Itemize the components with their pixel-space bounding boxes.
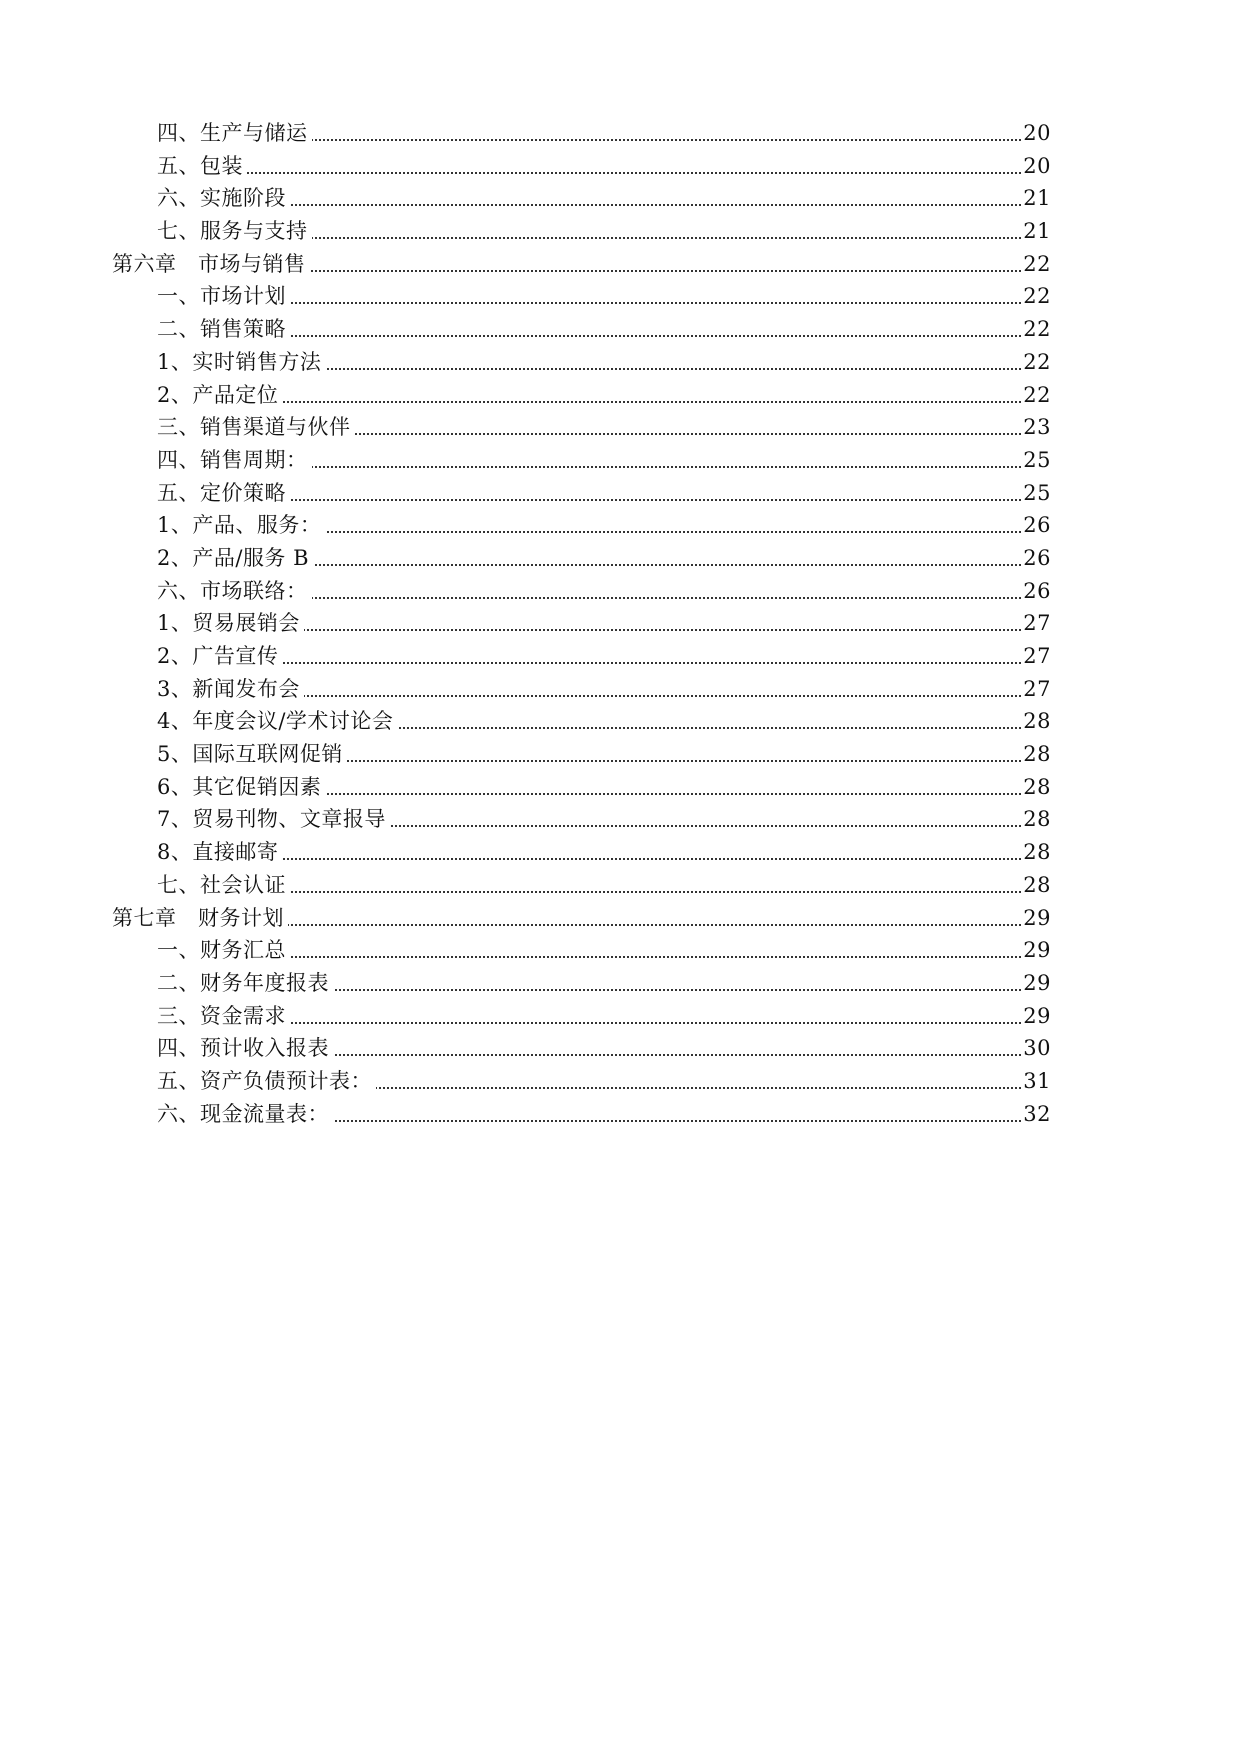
- toc-page-number: 28: [1021, 803, 1051, 836]
- toc-page-number: 22: [1021, 280, 1051, 313]
- toc-section-entry[interactable]: [0, 1098, 1241, 1131]
- toc-section-entry[interactable]: [0, 967, 1241, 1000]
- toc-entry-title: 五、包装: [157, 150, 247, 183]
- toc-dot-leader: [160, 172, 1041, 174]
- toc-page-number: 29: [1021, 902, 1051, 935]
- toc-section-entry[interactable]: [0, 1032, 1241, 1065]
- toc-dot-leader: [160, 956, 1041, 958]
- toc-entry-title: 六、现金流量表：: [157, 1098, 333, 1131]
- toc-section-entry[interactable]: [0, 411, 1241, 444]
- toc-entry-title: 五、定价策略: [157, 477, 290, 510]
- toc-page-number: 31: [1021, 1065, 1051, 1098]
- toc-page-number: 20: [1021, 117, 1051, 150]
- toc-page-number: 27: [1021, 607, 1051, 640]
- toc-section-entry[interactable]: [0, 542, 1241, 575]
- toc-section-entry[interactable]: [0, 575, 1241, 608]
- toc-entry-title: 2、广告宣传: [157, 640, 282, 673]
- toc-page-number: 26: [1021, 509, 1051, 542]
- toc-page-number: 22: [1021, 248, 1051, 281]
- toc-dot-leader: [160, 1022, 1041, 1024]
- toc-section-entry[interactable]: [0, 673, 1241, 706]
- toc-page-number: 21: [1021, 182, 1051, 215]
- toc-entry-title: 四、预计收入报表: [157, 1032, 333, 1065]
- toc-entry-title: 5、国际互联网促销: [157, 738, 347, 771]
- toc-section-entry[interactable]: [0, 215, 1241, 248]
- toc-page-number: 29: [1021, 1000, 1051, 1033]
- toc-section-entry[interactable]: [0, 803, 1241, 836]
- toc-page-number: 30: [1021, 1032, 1051, 1065]
- toc-page-number: 26: [1021, 542, 1051, 575]
- toc-page-number: 21: [1021, 215, 1051, 248]
- toc-dot-leader: [160, 662, 1041, 664]
- toc-entry-title: 1、贸易展销会: [157, 607, 304, 640]
- toc-page-number: 28: [1021, 869, 1051, 902]
- toc-page-number: 27: [1021, 640, 1051, 673]
- toc-page-number: 22: [1021, 313, 1051, 346]
- toc-dot-leader: [160, 891, 1041, 893]
- toc-section-entry[interactable]: [0, 313, 1241, 346]
- toc-section-entry[interactable]: [0, 150, 1241, 183]
- toc-page-number: 25: [1021, 444, 1051, 477]
- toc-entry-title: 二、财务年度报表: [157, 967, 333, 1000]
- toc-entry-title: 3、新闻发布会: [157, 673, 304, 706]
- toc-section-entry[interactable]: [0, 280, 1241, 313]
- toc-entry-title: 第七章 财务计划: [112, 902, 288, 935]
- toc-entry-title: 2、产品定位: [157, 379, 282, 412]
- toc-entry-title: 8、直接邮寄: [157, 836, 282, 869]
- table-of-contents: [0, 117, 1241, 1130]
- toc-entry-title: 4、年度会议/学术讨论会: [157, 705, 397, 738]
- toc-section-entry[interactable]: [0, 836, 1241, 869]
- toc-dot-leader: [160, 499, 1041, 501]
- toc-section-entry[interactable]: [0, 934, 1241, 967]
- toc-entry-title: 2、产品/服务 B: [157, 542, 313, 575]
- toc-page-number: 29: [1021, 934, 1051, 967]
- toc-section-entry[interactable]: [0, 607, 1241, 640]
- toc-page-number: 28: [1021, 705, 1051, 738]
- toc-entry-title: 1、产品、服务：: [157, 509, 325, 542]
- toc-page-number: 32: [1021, 1098, 1051, 1131]
- toc-entry-title: 七、服务与支持: [157, 215, 312, 248]
- toc-dot-leader: [160, 302, 1041, 304]
- toc-dot-leader: [160, 401, 1041, 403]
- toc-entry-title: 1、实时销售方法: [157, 346, 325, 379]
- toc-section-entry[interactable]: [0, 771, 1241, 804]
- toc-dot-leader: [160, 204, 1041, 206]
- toc-page-number: 26: [1021, 575, 1051, 608]
- toc-page-number: 22: [1021, 379, 1051, 412]
- toc-dot-leader: [160, 335, 1041, 337]
- toc-entry-title: 6、其它促销因素: [157, 771, 325, 804]
- toc-section-entry[interactable]: [0, 640, 1241, 673]
- toc-entry-title: 三、资金需求: [157, 1000, 290, 1033]
- toc-page-number: 28: [1021, 836, 1051, 869]
- toc-page-number: 25: [1021, 477, 1051, 510]
- toc-page-number: 28: [1021, 738, 1051, 771]
- toc-dot-leader: [160, 924, 1041, 926]
- toc-entry-title: 一、财务汇总: [157, 934, 290, 967]
- toc-section-entry[interactable]: [0, 509, 1241, 542]
- toc-entry-title: 第六章 市场与销售: [112, 248, 310, 281]
- toc-section-entry[interactable]: [0, 738, 1241, 771]
- toc-entry-title: 7、贸易刊物、文章报导: [157, 803, 390, 836]
- toc-section-entry[interactable]: [0, 705, 1241, 738]
- toc-page-number: 23: [1021, 411, 1051, 444]
- toc-section-entry[interactable]: [0, 346, 1241, 379]
- toc-page-number: 29: [1021, 967, 1051, 1000]
- toc-chapter-entry[interactable]: [0, 248, 1241, 281]
- toc-section-entry[interactable]: [0, 444, 1241, 477]
- toc-section-entry[interactable]: [0, 379, 1241, 412]
- toc-entry-title: 四、生产与储运: [157, 117, 312, 150]
- toc-page-number: 28: [1021, 771, 1051, 804]
- toc-entry-title: 二、销售策略: [157, 313, 290, 346]
- toc-section-entry[interactable]: [0, 182, 1241, 215]
- toc-section-entry[interactable]: [0, 1065, 1241, 1098]
- toc-section-entry[interactable]: [0, 1000, 1241, 1033]
- toc-entry-title: 七、社会认证: [157, 869, 290, 902]
- toc-chapter-entry[interactable]: [0, 902, 1241, 935]
- toc-entry-title: 六、实施阶段: [157, 182, 290, 215]
- toc-entry-title: 三、销售渠道与伙伴: [157, 411, 355, 444]
- toc-page-number: 22: [1021, 346, 1051, 379]
- toc-entry-title: 一、市场计划: [157, 280, 290, 313]
- toc-section-entry[interactable]: [0, 869, 1241, 902]
- toc-entry-title: 五、资产负债预计表：: [157, 1065, 376, 1098]
- toc-section-entry[interactable]: [0, 477, 1241, 510]
- toc-entry-title: 六、市场联络：: [157, 575, 312, 608]
- toc-entry-title: 四、销售周期：: [157, 444, 312, 477]
- toc-page-number: 27: [1021, 673, 1051, 706]
- toc-section-entry[interactable]: [0, 117, 1241, 150]
- toc-dot-leader: [160, 858, 1041, 860]
- toc-page-number: 20: [1021, 150, 1051, 183]
